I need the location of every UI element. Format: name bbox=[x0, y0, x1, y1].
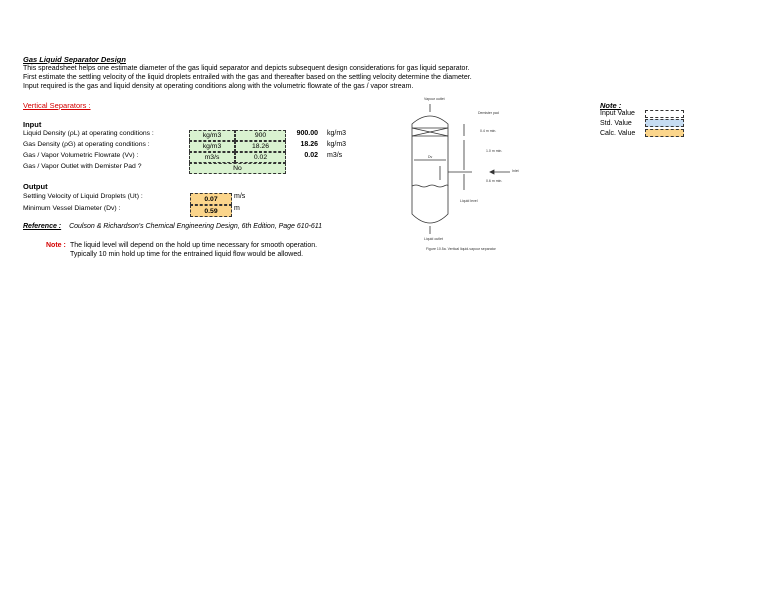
reference-text: Coulson & Richardson's Chemical Engineering Design, 6th Edition, Page 610-611 bbox=[69, 223, 323, 230]
page-title: Gas Liquid Separator Design bbox=[23, 55, 126, 64]
note-line-1: The liquid level will depend on the hold up time necessary for smooth operation. bbox=[70, 242, 318, 249]
legend-title: Note : bbox=[600, 101, 622, 110]
gas-density-label: Gas Density (ρG) at operating conditions : bbox=[23, 141, 150, 148]
liquid-density-unit: kg/m3 bbox=[327, 130, 347, 137]
settling-velocity-value: 0.07 bbox=[190, 193, 232, 205]
intro-line-2: First estimate the settling velocity of the liquid droplets entrailed with the gas and thereafter based on the settling velocity determine the diameter. bbox=[23, 74, 472, 81]
gas-density-unit: kg/m3 bbox=[327, 141, 347, 148]
liquid-density-label: Liquid Density (ρL) at operating conditions : bbox=[23, 130, 154, 137]
reference-label: Reference : bbox=[23, 223, 62, 230]
demister-label: Gas / Vapor Outlet with Demister Pad ? bbox=[23, 163, 142, 170]
legend-std-label: Std. Value bbox=[600, 120, 632, 127]
settling-velocity-unit: m/s bbox=[234, 193, 246, 200]
vessel-diameter-value: 0.59 bbox=[190, 205, 232, 217]
liquid-level-line bbox=[412, 185, 448, 187]
legend-calc-label: Calc. Value bbox=[600, 130, 636, 137]
fig-liquid-outlet: Liquid outlet bbox=[424, 237, 443, 241]
vessel-diameter-unit: m bbox=[234, 205, 240, 212]
fig-caption: Figure 10.5a. Vertical liquid-vapour separator bbox=[426, 247, 496, 251]
flowrate-input[interactable]: 0.02 bbox=[235, 152, 286, 163]
fig-dim1: 0.4 m min. bbox=[480, 129, 497, 133]
legend-std-swatch bbox=[645, 119, 684, 127]
flowrate-value: 0.02 bbox=[304, 152, 318, 159]
fig-dv: Dv bbox=[428, 155, 433, 159]
flowrate-unit: m3/s bbox=[327, 152, 343, 159]
legend-input-swatch bbox=[645, 110, 684, 118]
gas-density-value: 18.26 bbox=[300, 141, 318, 148]
input-heading: Input bbox=[23, 120, 42, 129]
output-heading: Output bbox=[23, 182, 48, 191]
liquid-density-unit-cell: kg/m3 bbox=[189, 130, 235, 141]
inlet-arrowhead bbox=[490, 170, 494, 174]
fig-inlet: Inlet bbox=[512, 169, 519, 173]
vessel-diameter-label: Minimum Vessel Diameter (Dv) : bbox=[23, 205, 121, 212]
gas-density-unit-cell: kg/m3 bbox=[189, 141, 235, 152]
legend-input-label: Input Value bbox=[600, 110, 635, 117]
separator-diagram bbox=[400, 94, 530, 256]
settling-velocity-label: Settling Velocity of Liquid Droplets (Ut) : bbox=[23, 193, 143, 200]
note-label: Note : bbox=[46, 242, 66, 249]
section-title: Vertical Separators : bbox=[23, 101, 91, 110]
fig-vapor-outlet: Vapour outlet bbox=[424, 97, 445, 101]
intro-line-1: This spreadsheet helps one estimate diameter of the gas liquid separator and depicts subsequent design considerations for gas liquid separator. bbox=[23, 65, 470, 72]
legend-calc-swatch bbox=[645, 129, 684, 137]
gas-density-input[interactable]: 18.26 bbox=[235, 141, 286, 152]
fig-liquid-level: Liquid level bbox=[460, 199, 478, 203]
fig-dim3: 0.6 m min. bbox=[486, 179, 503, 183]
demister-input[interactable]: No bbox=[189, 163, 286, 174]
liquid-density-input[interactable]: 900 bbox=[235, 130, 286, 141]
flowrate-label: Gas / Vapor Volumetric Flowrate (Vv) : bbox=[23, 152, 139, 159]
fig-dim2: 1.0 m min. bbox=[486, 149, 503, 153]
note-line-2: Typically 10 min hold up time for the entrained liquid flow would be allowed. bbox=[70, 251, 304, 258]
liquid-density-value: 900.00 bbox=[296, 130, 318, 137]
flowrate-unit-cell: m3/s bbox=[189, 152, 235, 163]
reference bbox=[23, 223, 322, 230]
intro-line-3: Input required is the gas and liquid density at operating conditions along with the volumetric flowrate of the gas / vapor stream. bbox=[23, 83, 414, 90]
fig-demister: Demister pad bbox=[478, 111, 499, 115]
